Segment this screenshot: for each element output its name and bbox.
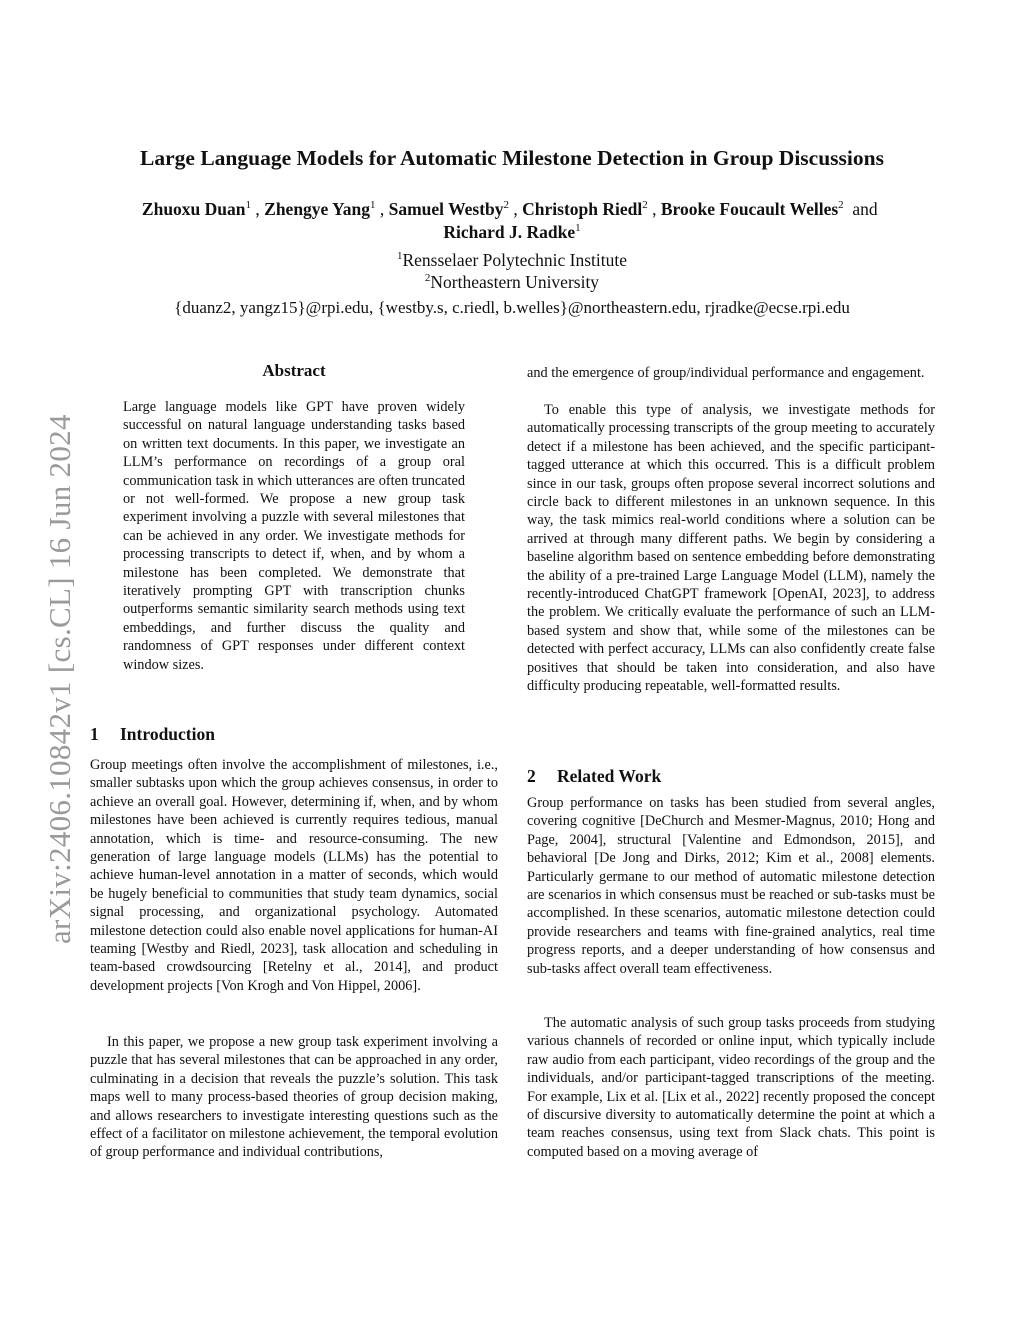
paper-title: Large Language Models for Automatic Milestone Detection in Group Discussions: [140, 146, 884, 170]
related-paragraph-2: The automatic analysis of such group tasks proceeds from studying various channels of recorded or online input, which typically include raw audio from each participant, video recordings of the group and the individuals, and/or participant-tagged transcriptions of the meeting. For example, Lix et al. [Lix et al., 2022] recently proposed the concept of discursive diversity to automatically determine the point at which a team reaches consensus, using text from Slack chats. This point is computed based on a moving average of: [527, 1015, 935, 1160]
author-name: Samuel Westby: [388, 199, 504, 219]
author-affil-mark: 2: [642, 199, 648, 212]
affiliation-name: Rensselaer Polytechnic Institute: [402, 250, 628, 270]
author-affil-mark: 2: [838, 199, 844, 212]
section-title: Introduction: [120, 724, 215, 744]
arxiv-stamp-text: arXiv:2406.10842v1 [cs.CL] 16 Jun 2024: [42, 414, 77, 944]
author-affil-mark: 2: [503, 199, 510, 212]
arxiv-stamp: [0, 0, 77, 1325]
section-number: 2: [527, 766, 536, 786]
abstract-body: Large language models like GPT have proven widely successful on natural language understanding tasks based on written text documents. In this paper, we investigate an LLM’s performance on recordings of a group oral communication task in which utterances are often truncated or not well-formed. We propose a new group task experiment involving a puzzle with several milestones that can be achieved in any order. We investigate methods for processing transcripts to detect if, when, and by whom a milestone has been completed. We demonstrate that iteratively prompting GPT with transcription chunks outperforms semantic similarity search methods using text embeddings, and further discuss the quality and randomness of GPT responses under different context window sizes.: [123, 399, 465, 673]
intro-paragraph-2: In this paper, we propose a new group task experiment involving a puzzle that has several milestones that can be approached in any order, culminating in a decision that reveals the puzzle’s solution. This task maps well to many process-based theories of group decision making, and allows researchers to investigate interesting questions such as the effect of a facilitator on milestone achievement, the temporal evolution of group performance and individual contributions,: [90, 1034, 498, 1161]
section-title: Related Work: [557, 766, 662, 786]
author-affil-mark: 1: [370, 199, 376, 212]
affiliation: [60, 250, 964, 271]
author-name: Zhengye Yang: [264, 199, 370, 219]
author-name: Richard J. Radke: [443, 222, 576, 242]
author-name: Brooke Foucault Welles: [660, 199, 839, 219]
affiliation-mark: 1: [396, 250, 403, 263]
intro-paragraph-3: and the emergence of group/individual performance and engagement.: [527, 365, 925, 381]
related-paragraph-1: Group performance on tasks has been studied from several angles, covering cognitive [DeChurch and Mesmer-Magnus, 2010; Hong and Page, 2004], structural [Valentine and Edmondson, 2015], and behavioral [De Jong and Dirks, 2012; Kim et al., 2008] elements. Particularly germane to our method of automatic milestone detection are scenarios in which consensus must be reached or sub-tasks must be accomplished. In these scenarios, automatic milestone detection could provide researchers and teams with fine-grained analytics, real time progress reports, and a deeper understanding of how consensus and sub-tasks affect overall team effectiveness.: [527, 795, 935, 977]
author-emails: {duanz2, yangz15}@rpi.edu, {westby.s, c.riedl, b.welles}@northeastern.edu, rjradke@ecse.rpi.edu: [174, 298, 850, 317]
author-conjunction: and: [852, 199, 878, 219]
author-affil-mark: 1: [245, 199, 252, 212]
abstract-heading: Abstract: [262, 361, 326, 380]
affiliation-mark: 2: [424, 272, 431, 285]
section-heading-introduction: [90, 724, 215, 745]
section-heading-related-work: [527, 766, 661, 787]
author-affil-mark: 1: [575, 222, 581, 235]
intro-paragraph-4: To enable this type of analysis, we investigate methods for automatically processing transcripts of the group meeting to accurately detect if a milestone has been achieved, and the specific participant-tagged utterance at which this occurred. This is a difficult problem since in our task, groups often propose several incorrect solutions and circle back to different milestones in an unknown sequence. In this way, the task mimics real-world conditions where a solution can be arrived at through many different paths. We begin by considering a baseline algorithm based on sentence embedding before demonstrating the ability of a pre-trained Large Language Model (LLM), namely the recently-introduced ChatGPT framework [OpenAI, 2023], to address the problem. We critically evaluate the performance of such an LLM-based system and show that, while some of the milestones can be detected with perfect accuracy, LLMs can also confidently create false positives that should be taken into consideration, and also have difficulty producing repeatable, well-formatted results.: [527, 402, 935, 695]
intro-paragraph-1: Group meetings often involve the accomplishment of milestones, i.e., smaller subtasks upon which the group achieves consensus, in order to achieve an overall goal. However, determining if, when, and by whom milestones have been achieved is currently requires tedious, manual annotation, which is time- and resource-consuming. The new generation of large language models (LLMs) has the potential to achieve human-level annotation in a matter of seconds, which would be hugely beneficial to communities that study team dynamics, social signal processing, and organizational psychology. Automated milestone detection could also enable novel applications for human-AI teaming [Westby and Riedl, 2023], task allocation and scheduling in team-based crowdsourcing [Retelny et al., 2014], and product development projects [Von Krogh and Von Hippel, 2006].: [90, 757, 498, 994]
affiliation: [60, 272, 964, 293]
affiliation-name: Northeastern University: [430, 272, 600, 292]
author-name: Zhuoxu Duan: [141, 199, 246, 219]
section-number: 1: [90, 724, 99, 744]
author-list: Zhuoxu Duan$^1$ , Zhengye Yang$^1$ , Samuel Westby$^2$ , Christoph Riedl$^2$ , Brooke Foucault Welles$^2$ and Richard J. Radke$^1$: [141, 199, 878, 242]
author-name: Christoph Riedl: [522, 199, 643, 219]
